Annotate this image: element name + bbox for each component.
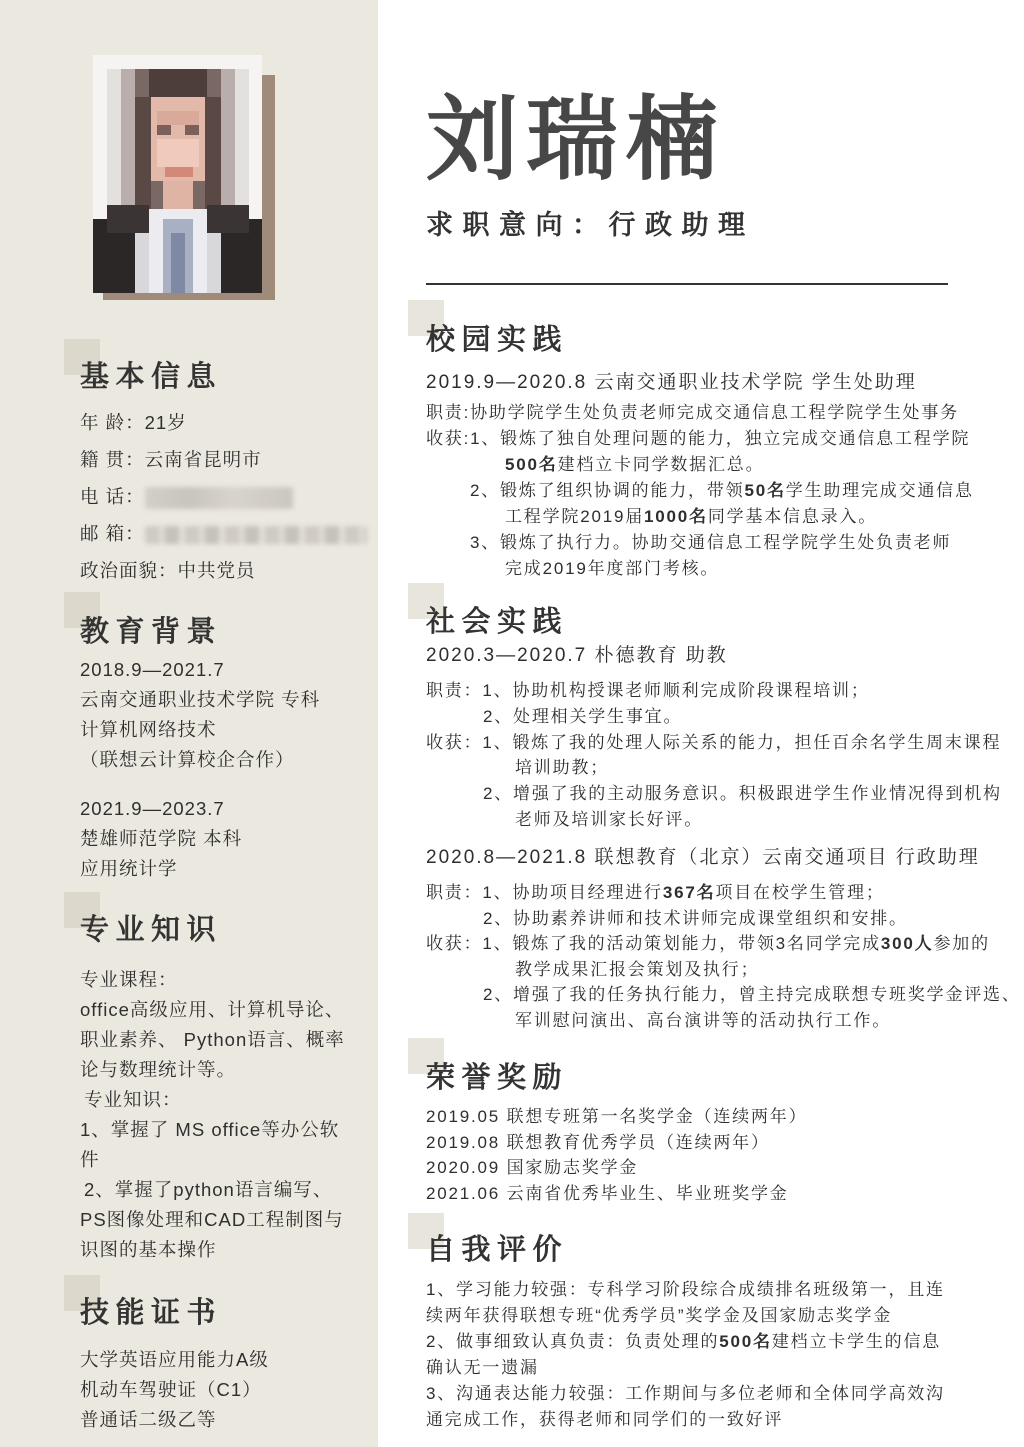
certificate-item: 机动车驾驶证（C1）	[80, 1379, 262, 1400]
honor-item: 2020.09 国家励志奖学金	[426, 1158, 639, 1178]
highlight-number: 50名	[744, 481, 786, 500]
social-line: 2、处理相关学生事宜。	[483, 706, 683, 726]
social-line: 军训慰问演出、高台演讲等的活动执行工作。	[515, 1010, 891, 1030]
campus-line: 收获:1、锻炼了独自处理问题的能力，独立完成交通信息工程学院	[426, 429, 971, 448]
campus-line	[426, 452, 974, 478]
line-text: 同学基本信息录入。	[707, 507, 878, 526]
knowledge-line: 件	[80, 1149, 100, 1170]
education-major: 应用统计学	[80, 858, 178, 879]
highlight-number: 300人	[880, 934, 934, 954]
line-text: 2、做事细致认真负责：负责处理的	[426, 1332, 720, 1351]
certificates-block	[80, 1345, 269, 1435]
social-line	[426, 880, 1021, 906]
age-label: 年 龄：	[80, 412, 145, 433]
honor-item: 2019.08 联想教育优秀学员（连续两年）	[426, 1132, 770, 1152]
campus-line	[426, 478, 974, 504]
campus-title: 校园实践	[426, 324, 569, 356]
basic-info-block	[80, 404, 367, 589]
header-divider	[426, 283, 948, 285]
education-note: （联想云计算校企合作）	[80, 749, 295, 770]
social-line: 2、增强了我的任务执行能力，曾主持完成联想专班奖学金评选、	[483, 985, 1021, 1005]
campus-entry-body	[426, 400, 974, 582]
phone-label: 电 话：	[80, 486, 145, 507]
line-text: 收获：1、锻炼了我的活动策划能力，带领3名同学完成	[426, 934, 881, 954]
main-content	[378, 0, 1024, 1447]
hometown-row	[80, 441, 367, 478]
job-objective: 求职意向：行政助理	[426, 210, 755, 240]
line-text: 职责：1、协助项目经理进行	[426, 883, 663, 902]
line-text: 建档立卡学生的信息	[771, 1332, 942, 1351]
campus-line: 完成2019年度部门考核。	[505, 559, 720, 578]
highlight-number: 500名	[719, 1332, 772, 1351]
education-major: 计算机网络技术	[80, 719, 217, 740]
knowledge-line: 专业课程：	[80, 969, 178, 990]
profile-photo-pixelated	[93, 55, 262, 293]
honors-block	[426, 1104, 807, 1207]
social-line	[426, 931, 1021, 957]
knowledge-line: 1、掌握了 MS office等办公软	[80, 1119, 340, 1140]
self-line: 3、沟通表达能力较强：工作期间与多位老师和全体同学高效沟	[426, 1384, 945, 1403]
social-title: 社会实践	[426, 606, 569, 638]
highlight-number: 1000名	[644, 507, 708, 526]
certificate-item: 大学英语应用能力A级	[80, 1349, 269, 1370]
hometown-label: 籍 贯：	[80, 449, 145, 470]
line-text: 参加的	[933, 934, 990, 954]
self-evaluation-title: 自我评价	[426, 1234, 569, 1266]
knowledge-line: PS图像处理和CAD工程制图与	[80, 1209, 344, 1230]
knowledge-title: 专业知识	[80, 914, 223, 946]
social-line: 教学成果汇报会策划及执行；	[515, 959, 760, 979]
social-entry-header: 2020.8—2021.8 联想教育（北京）云南交通项目 行政助理	[426, 847, 980, 868]
knowledge-line: 2、掌握了python语言编写、	[84, 1179, 333, 1200]
campus-line: 3、锻炼了执行力。协助交通信息工程学院学生处负责老师	[470, 533, 952, 552]
social-line: 2、协助素养讲师和技术讲师完成课堂组织和安排。	[483, 908, 908, 928]
self-line: 确认无一遗漏	[426, 1358, 539, 1377]
sidebar	[0, 0, 378, 1447]
education-block	[80, 655, 320, 884]
hometown-value: 云南省昆明市	[144, 449, 262, 470]
knowledge-line: 论与数理统计等。	[80, 1059, 237, 1080]
honor-item: 2019.05 联想专班第一名奖学金（连续两年）	[426, 1107, 808, 1126]
email-value-redacted	[145, 526, 367, 544]
campus-entry-header: 2019.9—2020.8 云南交通职业技术学院 学生处助理	[426, 372, 917, 393]
education-period: 2021.9—2023.7	[80, 798, 225, 819]
education-title: 教育背景	[80, 616, 223, 648]
knowledge-line: 专业知识：	[84, 1089, 182, 1110]
highlight-number: 367名	[662, 883, 716, 902]
social-line: 培训助教；	[515, 758, 609, 778]
knowledge-line: office高级应用、计算机导论、	[80, 999, 345, 1020]
knowledge-line: 职业素养、 Python语言、概率	[80, 1029, 345, 1050]
knowledge-block	[80, 965, 345, 1265]
line-text: 项目在校学生管理；	[715, 883, 885, 902]
email-label: 邮 箱：	[80, 523, 145, 544]
email-row	[80, 515, 367, 552]
phone-value-redacted	[145, 487, 293, 509]
education-period: 2018.9—2021.7	[80, 659, 225, 680]
phone-row	[80, 478, 367, 515]
campus-line: 职责:协助学院学生处负责老师完成交通信息工程学院学生处事务	[426, 403, 959, 422]
education-school: 楚雄师范学院 本科	[80, 828, 243, 849]
social-entry-body	[426, 678, 1002, 833]
line-text: 2、锻炼了组织协调的能力，带领	[470, 481, 745, 500]
certificates-title: 技能证书	[80, 1297, 223, 1329]
campus-line	[426, 504, 974, 530]
social-line: 职责：1、协助机构授课老师顺利完成阶段课程培训；	[426, 681, 870, 700]
education-entry	[80, 655, 320, 775]
age-value: 21岁	[144, 412, 187, 433]
politics-value: 中共党员	[177, 560, 256, 581]
education-school: 云南交通职业技术学院 专科	[80, 689, 321, 710]
age-row	[80, 404, 367, 441]
line-text: 学生助理完成交通信息	[785, 481, 974, 500]
honors-title: 荣誉奖励	[426, 1062, 569, 1094]
social-entry-header: 2020.3—2020.7 朴德教育 助教	[426, 645, 728, 666]
politics-row	[80, 552, 367, 589]
self-line	[426, 1329, 945, 1355]
applicant-name: 刘瑞楠	[426, 89, 727, 191]
social-line: 2、增强了我的主动服务意识。积极跟进学生作业情况得到机构	[483, 784, 1002, 804]
social-entry-body	[426, 880, 1021, 1034]
self-evaluation-block	[426, 1277, 945, 1433]
self-line: 通完成工作，获得老师和同学们的一致好评	[426, 1410, 784, 1429]
social-line: 老师及培训家长好评。	[515, 809, 703, 829]
profile-photo	[93, 55, 262, 293]
highlight-number: 500名	[505, 455, 558, 474]
education-entry	[80, 794, 320, 884]
honor-item: 2021.06 云南省优秀毕业生、毕业班奖学金	[426, 1184, 789, 1204]
self-line: 1、学习能力较强：专科学习阶段综合成绩排名班级第一，且连	[426, 1280, 945, 1299]
certificate-item: 普通话二级乙等	[80, 1409, 217, 1430]
knowledge-line: 识图的基本操作	[80, 1239, 217, 1260]
basic-info-title: 基本信息	[80, 361, 223, 393]
politics-label: 政治面貌：	[80, 560, 178, 581]
line-text: 工程学院2019届	[505, 507, 645, 526]
self-line: 续两年获得联想专班“优秀学员”奖学金及国家励志奖学金	[426, 1306, 893, 1325]
social-line: 收获：1、锻炼了我的处理人际关系的能力，担任百余名学生周末课程	[426, 732, 1002, 752]
line-text: 建档立卡同学数据汇总。	[557, 455, 765, 474]
